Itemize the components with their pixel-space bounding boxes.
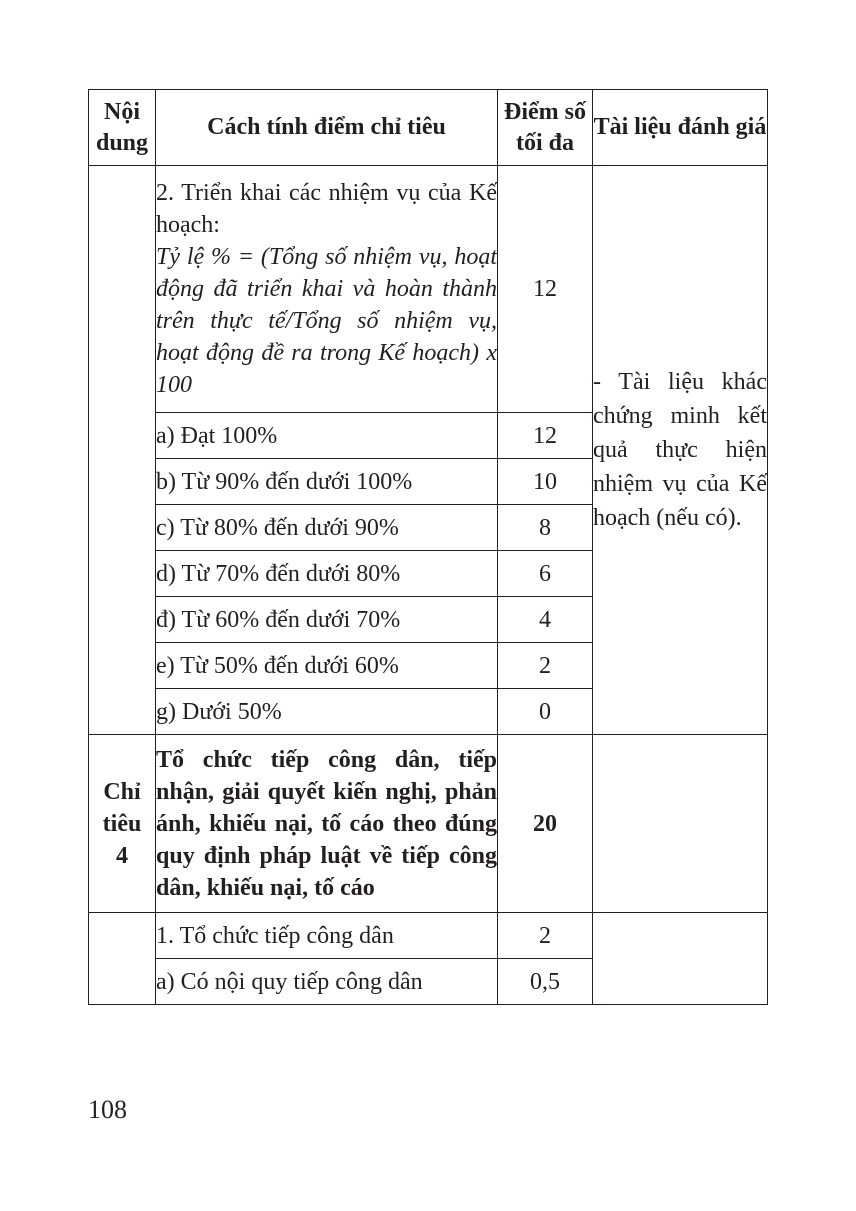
option-label: b) Từ 90% đến dưới 100% xyxy=(156,459,498,505)
option-score: 12 xyxy=(498,413,593,459)
content-cell-empty xyxy=(89,166,156,735)
indicator-4-row xyxy=(89,735,768,913)
option-score: 0 xyxy=(498,689,593,735)
option-score: 8 xyxy=(498,505,593,551)
task-formula: Tỷ lệ % = (Tổng số nhiệm vụ, hoạt động đã triển khai và hoàn thành trên thực tế/Tổng số nhiệm vụ, hoạt động đề ra trong Kế hoạch) x 100 xyxy=(156,244,497,398)
reception-score: 0,5 xyxy=(498,959,593,1005)
indicator-4-score: 20 xyxy=(498,735,593,913)
option-score: 2 xyxy=(498,643,593,689)
option-label: a) Đạt 100% xyxy=(156,413,498,459)
indicator-4-label-line: tiêu xyxy=(102,810,142,837)
header-scoring-method: Cách tính điểm chỉ tiêu xyxy=(156,90,498,166)
option-score: 4 xyxy=(498,597,593,643)
option-score: 10 xyxy=(498,459,593,505)
header-max-score: Điểm số tối đa xyxy=(498,90,593,166)
table-row xyxy=(89,913,768,959)
content-cell-empty xyxy=(89,913,156,1005)
option-label: e) Từ 50% đến dưới 60% xyxy=(156,643,498,689)
option-label: g) Dưới 50% xyxy=(156,689,498,735)
option-score: 6 xyxy=(498,551,593,597)
table-header-row xyxy=(89,90,768,166)
indicator-4-label xyxy=(89,735,156,913)
option-label: đ) Từ 60% đến dưới 70% xyxy=(156,597,498,643)
task-description-cell xyxy=(156,166,498,413)
header-content: Nội dung xyxy=(89,90,156,166)
task-score: 12 xyxy=(498,166,593,413)
indicator-4-documents-empty xyxy=(593,735,768,913)
evaluation-documents-cell: - Tài liệu khác chứng minh kết quả thực hiện nhiệm vụ của Kế hoạch (nếu có). xyxy=(593,166,768,735)
page-number: 108 xyxy=(88,1095,127,1124)
reception-label: a) Có nội quy tiếp công dân xyxy=(156,959,498,1005)
option-label: c) Từ 80% đến dưới 90% xyxy=(156,505,498,551)
indicator-4-label-line: 4 xyxy=(116,842,128,869)
reception-score: 2 xyxy=(498,913,593,959)
indicator-4-description: Tổ chức tiếp công dân, tiếp nhận, giải quyết kiến nghị, phản ánh, khiếu nại, tố cáo theo đúng quy định pháp luật về tiếp công dân, khiếu nại, tố cáo xyxy=(156,735,498,913)
task-title: 2. Triển khai các nhiệm vụ của Kế hoạch: xyxy=(156,180,497,238)
scoring-table xyxy=(88,89,768,1005)
reception-documents-empty xyxy=(593,913,768,1005)
option-label: d) Từ 70% đến dưới 80% xyxy=(156,551,498,597)
table-row xyxy=(89,166,768,413)
reception-label: 1. Tổ chức tiếp công dân xyxy=(156,913,498,959)
indicator-4-label-line: Chỉ xyxy=(103,778,141,805)
header-evaluation-documents: Tài liệu đánh giá xyxy=(593,90,768,166)
